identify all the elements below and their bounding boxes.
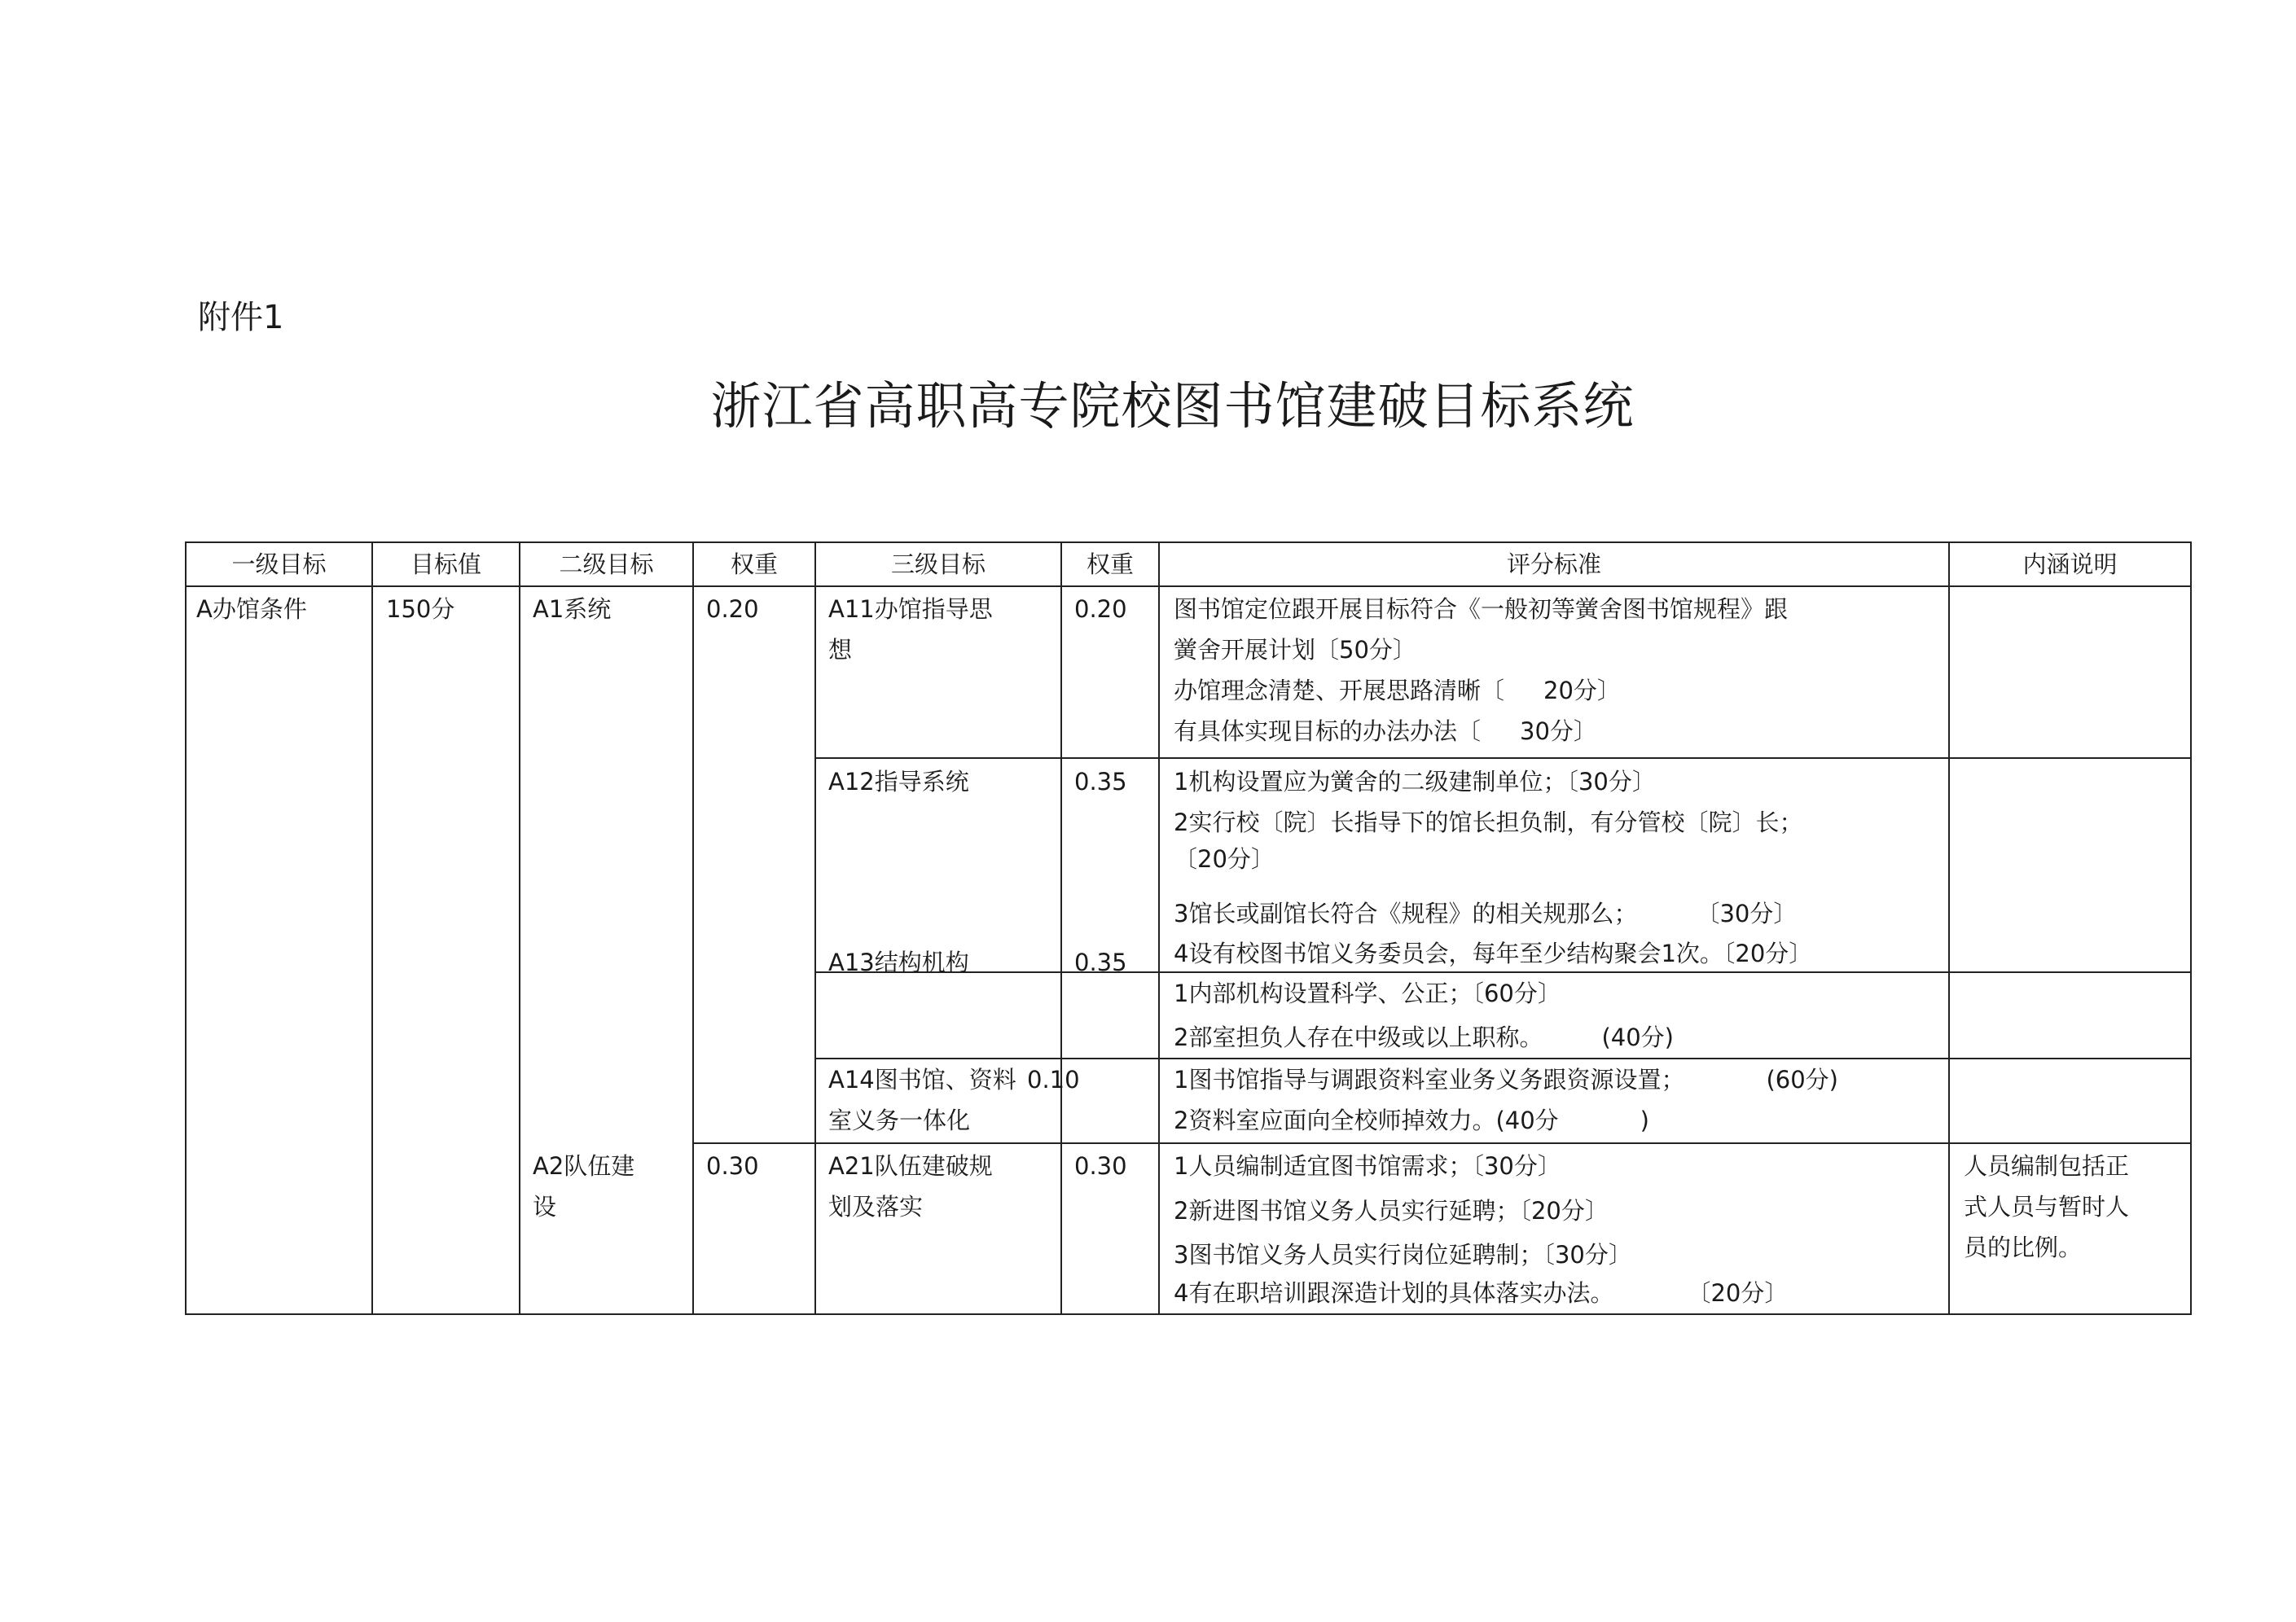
weight3-a13: 0.35 bbox=[1074, 949, 1127, 976]
col-divider-1 bbox=[371, 543, 373, 1313]
col-divider-7 bbox=[1948, 543, 1950, 1313]
criteria-a11 bbox=[1174, 589, 1788, 752]
criteria-a13-line2 bbox=[1174, 1014, 1674, 1058]
criteria-a21-line4-text: 4有在职培训跟深造计划的具体落实办法。 bbox=[1174, 1279, 1614, 1307]
criteria-a21 bbox=[1174, 1146, 1788, 1309]
header-notes: 内涵说明 bbox=[2022, 550, 2118, 578]
criteria-a21-line1: 1人员编制适宜图书馆需求；〔30分〕 bbox=[1174, 1152, 1561, 1180]
criteria-a11-line4-score: 30分〕 bbox=[1520, 717, 1597, 745]
level1-a: A办馆条件 bbox=[196, 595, 307, 623]
level3-a14 bbox=[828, 1059, 1016, 1141]
header-weight2: 权重 bbox=[730, 550, 778, 578]
weight2-a2: 0.30 bbox=[706, 1152, 759, 1180]
criteria-a14-line2-text: 2资料室应面向全校师掉效力。(40分 bbox=[1174, 1107, 1559, 1134]
criteria-a14-line2-paren: ) bbox=[1640, 1107, 1649, 1134]
header-level2: 二级目标 bbox=[559, 550, 654, 578]
criteria-a13 bbox=[1174, 973, 1674, 1058]
notes-a21-line2: 式人员与暂时人 bbox=[1964, 1193, 2130, 1221]
col-divider-5 bbox=[1060, 543, 1062, 1313]
target-system-table bbox=[185, 541, 2192, 1315]
row-divider-a14 bbox=[692, 1142, 2190, 1144]
criteria-a13-line2-text: 2部室担负人存在中级或以上职称。 bbox=[1174, 1024, 1543, 1051]
level3-a14-line2: 室义务一体化 bbox=[828, 1107, 971, 1134]
header-level3: 三级目标 bbox=[890, 550, 986, 578]
criteria-a14-line1-score: (60分) bbox=[1766, 1066, 1838, 1094]
header-divider bbox=[187, 585, 2190, 587]
document-title: 浙江省高职高专院校图书馆建破目标系统 bbox=[710, 376, 1635, 436]
level3-a21-line2: 划及落实 bbox=[828, 1193, 924, 1221]
weight3-a11: 0.20 bbox=[1074, 595, 1127, 623]
criteria-a13-line1: 1内部机构设置科学、公正；〔60分〕 bbox=[1174, 980, 1561, 1007]
target-value-a: 150分 bbox=[386, 595, 455, 623]
header-criteria: 评分标准 bbox=[1506, 550, 1601, 578]
criteria-a11-line4 bbox=[1174, 711, 1788, 752]
notes-a21-line3: 员的比例。 bbox=[1964, 1234, 2083, 1261]
level2-a1: A1系统 bbox=[533, 595, 612, 623]
level3-a11-line2: 想 bbox=[828, 636, 853, 664]
level3-a21 bbox=[828, 1146, 993, 1227]
header-weight3: 权重 bbox=[1086, 550, 1134, 578]
header-level1: 一级目标 bbox=[231, 550, 327, 578]
criteria-a12-line3: 〔20分〕 bbox=[1174, 845, 1275, 873]
header-target-value: 目标值 bbox=[410, 550, 481, 578]
weight3-a14: 0.10 bbox=[1027, 1066, 1080, 1094]
criteria-a14-line1-text: 1图书馆指导与调跟资料室业务义务跟资源设置； bbox=[1174, 1066, 1685, 1094]
criteria-a12-line4-score: 〔30分〕 bbox=[1696, 900, 1798, 927]
criteria-a21-line3: 3图书馆义务人员实行岗位延聘制；〔30分〕 bbox=[1174, 1241, 1632, 1269]
level2-a2 bbox=[533, 1146, 634, 1227]
criteria-a12-line5: 4设有校图书馆义务委员会，每年至少结构聚会1次。〔20分〕 bbox=[1174, 940, 1813, 967]
criteria-a12-line4 bbox=[1174, 893, 1812, 934]
col-divider-6 bbox=[1158, 543, 1160, 1313]
criteria-a12-line1: 1机构设置应为黉舍的二级建制单位；〔30分〕 bbox=[1174, 768, 1656, 796]
criteria-a14 bbox=[1174, 1059, 1838, 1141]
criteria-a11-line3 bbox=[1174, 670, 1788, 711]
level2-a2-line2: 设 bbox=[533, 1193, 557, 1221]
col-divider-3 bbox=[692, 543, 694, 1313]
criteria-a11-line3-text: 办馆理念清楚、开展思路清晰〔 bbox=[1174, 677, 1505, 704]
attachment-label: 附件1 bbox=[198, 299, 284, 336]
notes-a21 bbox=[1964, 1146, 2129, 1268]
criteria-a11-line1: 图书馆定位跟开展目标符合《一般初等黉舍图书馆规程》跟 bbox=[1174, 595, 1789, 623]
notes-a21-line1: 人员编制包括正 bbox=[1964, 1152, 2130, 1180]
criteria-a11-line4-text: 有具体实现目标的办法办法〔 bbox=[1174, 717, 1482, 745]
criteria-a14-line1 bbox=[1174, 1059, 1838, 1100]
row-divider-a11 bbox=[814, 757, 2190, 759]
criteria-a12 bbox=[1174, 761, 1812, 975]
level3-a14-line1: A14图书馆、资料 bbox=[828, 1066, 1016, 1094]
weight2-a1: 0.20 bbox=[706, 595, 759, 623]
criteria-a12-line2: 2实行校〔院〕长指导下的馆长担负制，有分管校〔院〕长； bbox=[1174, 809, 1803, 836]
col-divider-2 bbox=[519, 543, 520, 1313]
weight3-a12: 0.35 bbox=[1074, 768, 1127, 796]
level3-a13: A13结构机构 bbox=[828, 949, 969, 976]
level3-a12: A12指导系统 bbox=[828, 768, 969, 796]
criteria-a12-line4-text: 3馆长或副馆长符合《规程》的相关规那么； bbox=[1174, 900, 1638, 927]
level3-a11-line1: A11办馆指导思 bbox=[828, 595, 993, 623]
criteria-a14-line2 bbox=[1174, 1100, 1838, 1141]
level3-a11 bbox=[828, 589, 993, 670]
criteria-a21-line4 bbox=[1174, 1274, 1788, 1309]
criteria-a21-line2: 2新进图书馆义务人员实行延聘；〔20分〕 bbox=[1174, 1197, 1609, 1225]
weight3-a21: 0.30 bbox=[1074, 1152, 1127, 1180]
criteria-a11-line3-score: 20分〕 bbox=[1543, 677, 1621, 704]
criteria-a11-line2: 黉舍开展计划〔50分〕 bbox=[1174, 636, 1416, 664]
level3-a21-line1: A21队伍建破规 bbox=[828, 1152, 993, 1180]
level2-a2-line1: A2队伍建 bbox=[533, 1152, 635, 1180]
criteria-a21-line4-score: 〔20分〕 bbox=[1687, 1279, 1789, 1307]
criteria-a13-line2-score: (40分) bbox=[1601, 1024, 1674, 1051]
col-divider-4 bbox=[814, 543, 816, 1313]
